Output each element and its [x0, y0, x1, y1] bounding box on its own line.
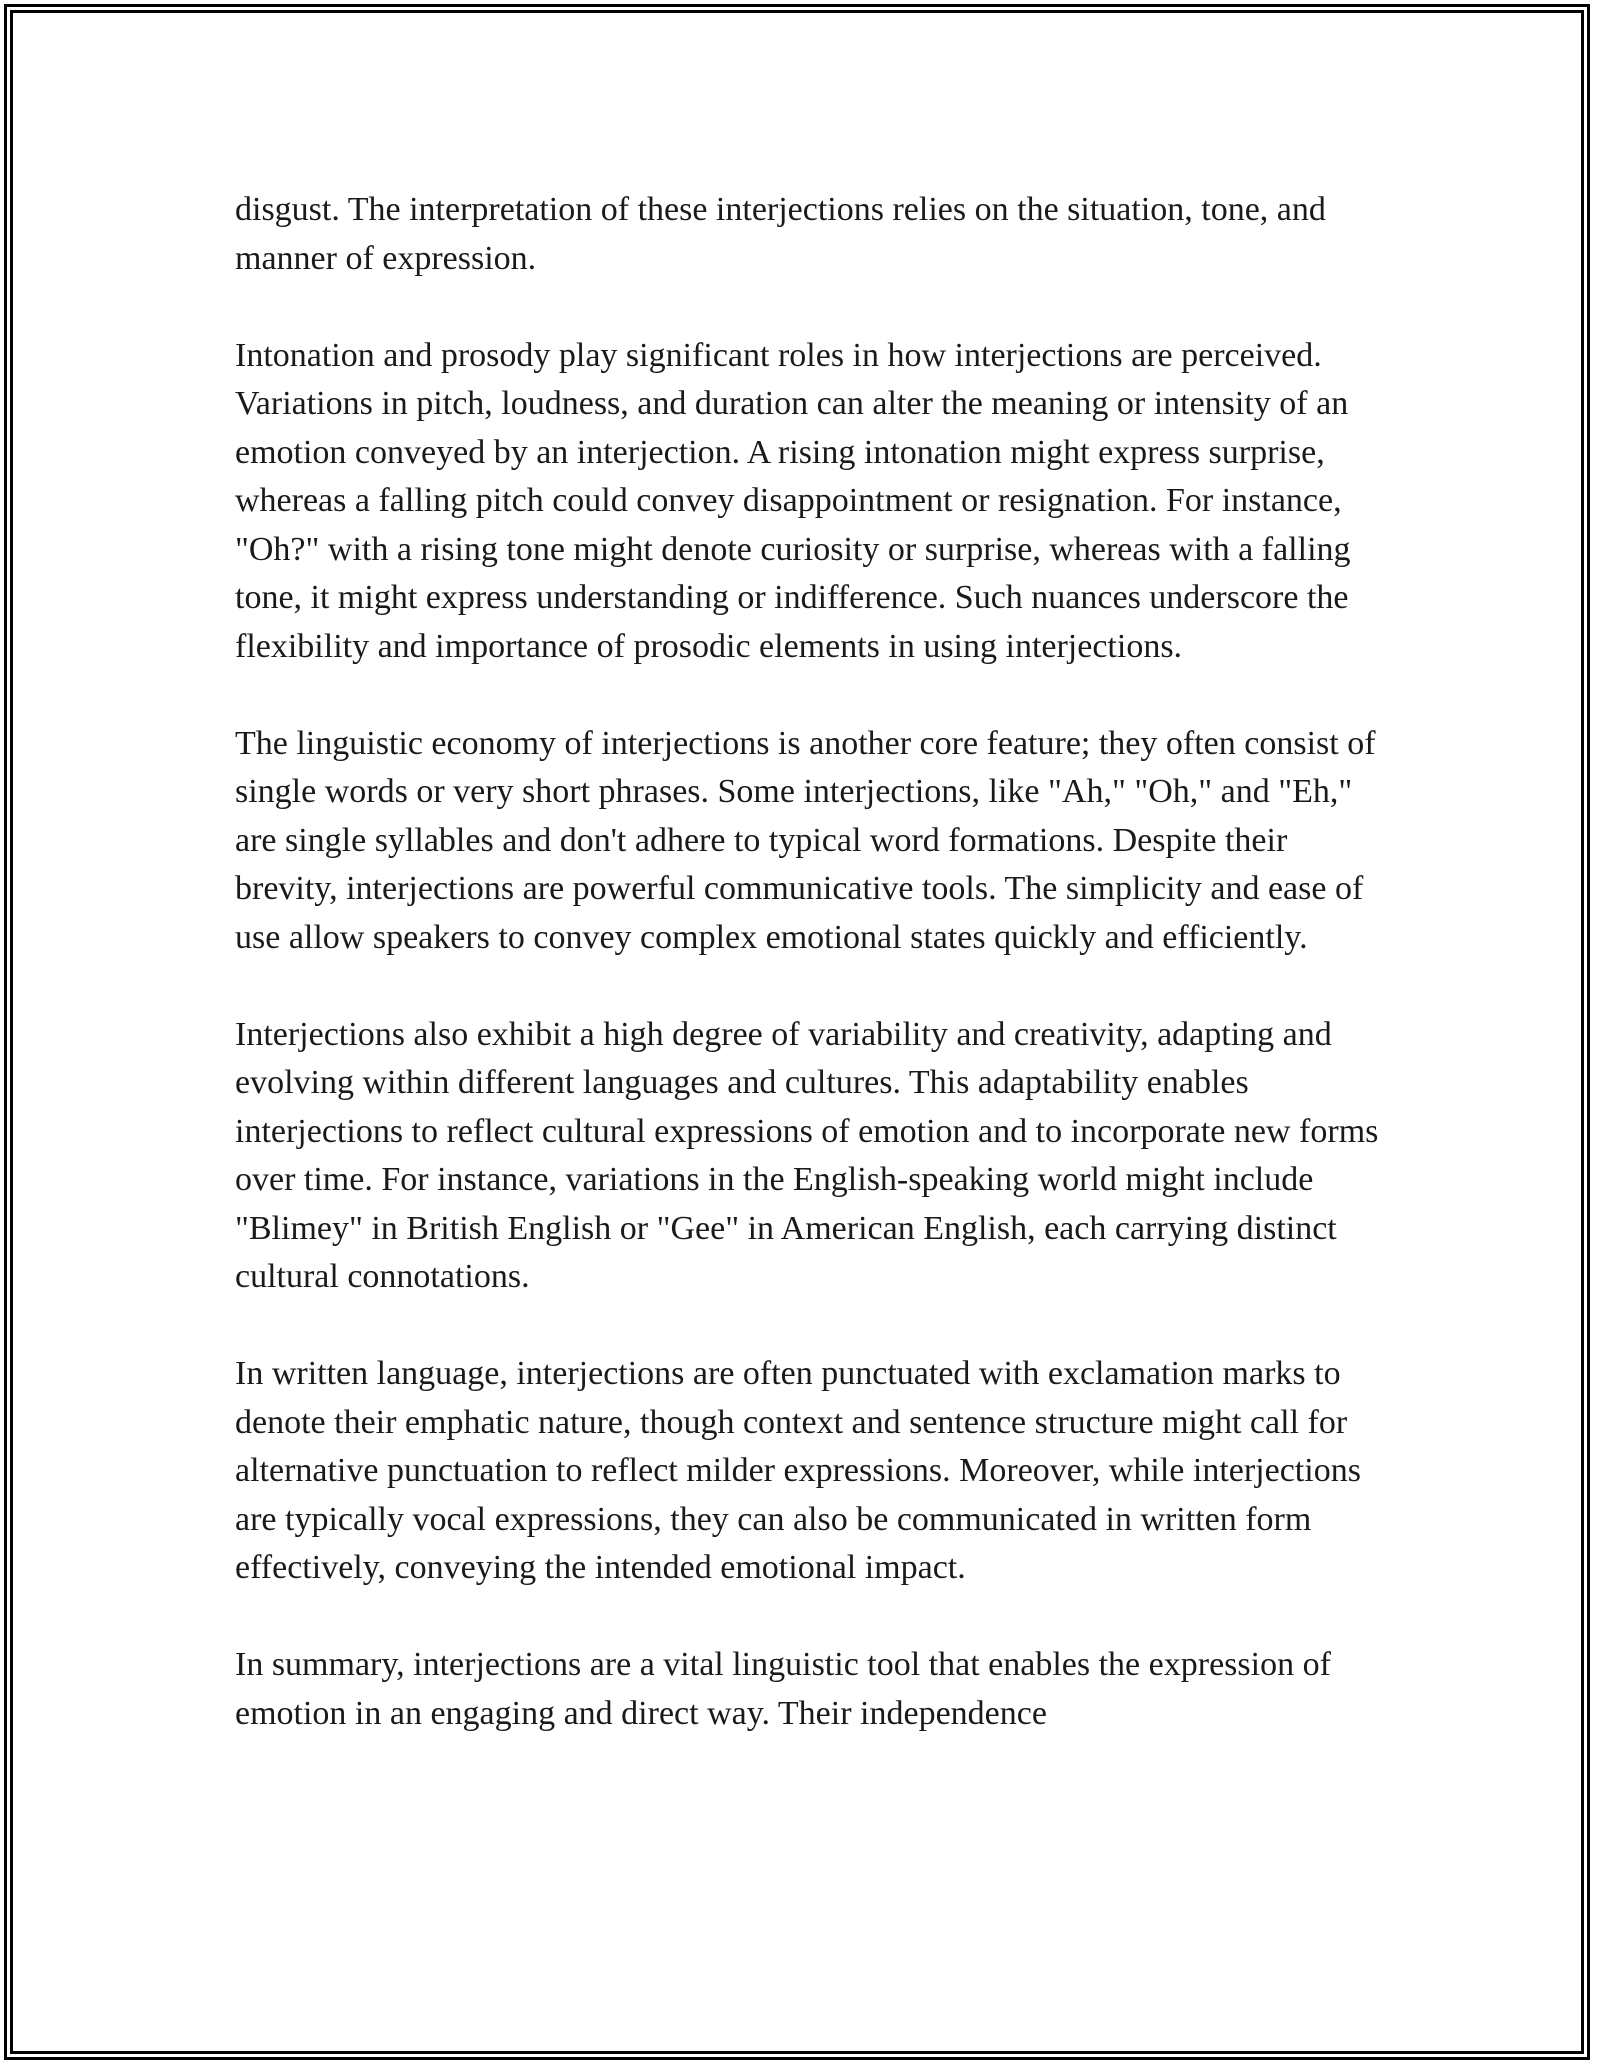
paragraph-6: In summary, interjections are a vital linguistic tool that enables the expression of emotion in an engaging and direct way. Their independence	[235, 1646, 1331, 1732]
paragraph-1: disgust. The interpretation of these interjections relies on the situation, tone, and manner of expression.	[235, 191, 1326, 277]
document-body	[235, 186, 1385, 1787]
paragraph-4: Interjections also exhibit a high degree of variability and creativity, adapting and evolving within different languages and cultures. This adaptability enables interjections to reflect cultural expressions of emotion and to incorporate new forms over time. For instance, variations in the English-speaking world might include "Blimey" in British English or "Gee" in American English, each carrying distinct cultural connotations.	[235, 1015, 1379, 1295]
paragraph-3: The linguistic economy of interjections is another core feature; they often consist of single words or very short phrases. Some interjections, like "Ah," "Oh," and "Eh," are single syllables and don't adhere to typical word formations. Despite their brevity, interjections are powerful communicative tools. The simplicity and ease of use allow speakers to convey complex emotional states quickly and efficiently.	[235, 724, 1376, 956]
paragraph-2: Intonation and prosody play significant roles in how interjections are perceived. Variations in pitch, loudness, and duration can alter the meaning or intensity of an emotion conveyed by an interjection. A rising intonation might express surprise, whereas a falling pitch could convey disappointment or resignation. For instance, "Oh?" with a rising tone might denote curiosity or surprise, whereas with a falling tone, it might express understanding or indifference. Such nuances underscore the flexibility and importance of prosodic elements in using interjections.	[235, 336, 1351, 665]
paragraph-5: In written language, interjections are often punctuated with exclamation marks to denote their emphatic nature, though context and sentence structure might call for alternative punctuation to reflect milder expressions. Moreover, while interjections are typically vocal expressions, they can also be communicated in written form effectively, conveying the intended emotional impact.	[235, 1355, 1361, 1586]
